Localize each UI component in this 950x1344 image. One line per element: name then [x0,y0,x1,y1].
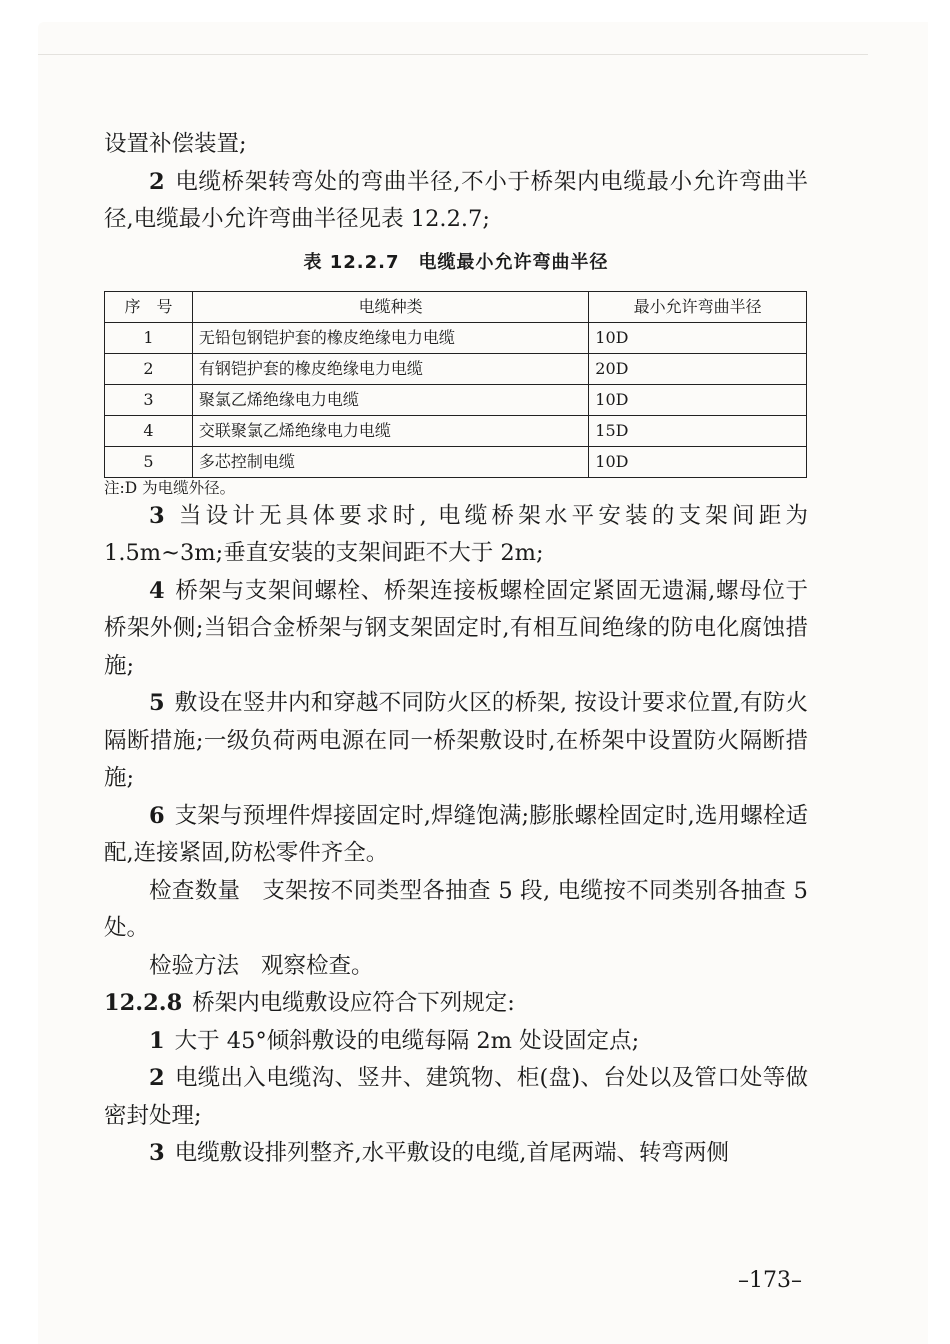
bend-radius-table [104,291,807,478]
clause-number: 5 [149,690,165,716]
inspection-quantity [104,873,808,948]
clause-text: 电缆敷设排列整齐,水平敷设的电缆,首尾两端、转弯两侧 [174,1140,729,1166]
sub-clause-1 [104,1023,808,1061]
inspection-method-label: 检验方法 [149,952,240,979]
section-number: 12.2.8 [104,990,183,1016]
clause-text: 电缆出入电缆沟、竖井、建筑物、柜(盘)、台处以及管口处等做密封处理; [104,1065,808,1129]
table-header-row [105,291,807,322]
section-text: 桥架内电缆敷设应符合下列规定: [192,990,515,1016]
cell-radius: 15D [589,415,807,446]
page-content [104,126,808,1173]
clause-number: 3 [149,1140,165,1166]
header-no: 序 号 [105,291,193,322]
inspection-method [104,948,808,986]
sub-clause-2 [104,1060,808,1135]
inspection-quantity-text: 支架按不同类型各抽查 5 段, 电缆按不同类别各抽查 5 处。 [104,877,808,941]
cell-no: 5 [105,446,193,477]
header-radius: 最小允许弯曲半径 [589,291,807,322]
table-row [105,322,807,353]
clause-2 [104,164,808,239]
clause-number: 2 [149,1065,165,1091]
clause-6 [104,798,808,873]
inspection-method-text: 观察检查。 [261,952,374,979]
table-note: 注:D 为电缆外径。 [104,478,236,497]
sub-clause-3 [104,1135,808,1173]
clause-number: 6 [149,802,165,829]
clause-number: 3 [149,502,165,529]
paragraph-text: 设置补偿装置; [104,131,247,157]
table-title: 表 12.2.7 电缆最小允许弯曲半径 [303,251,609,273]
clause-text: 支架与预埋件焊接固定时,焊缝饱满;膨胀螺栓固定时,选用螺栓适配,连接紧固,防松零件齐全。 [104,802,808,866]
cell-radius: 20D [589,353,807,384]
table-row [105,384,807,415]
cell-type: 无铅包钢铠护套的橡皮绝缘电力电缆 [192,322,588,353]
clause-text: 大于 45°倾斜敷设的电缆每隔 2m 处设固定点; [174,1027,640,1054]
cell-radius: 10D [589,322,807,353]
paragraph-continuation [104,126,808,164]
cell-type: 交联聚氯乙烯绝缘电力电缆 [192,415,588,446]
table-row [105,446,807,477]
inspection-quantity-label: 检查数量 [149,877,241,904]
cell-no: 1 [105,322,193,353]
cell-no: 2 [105,353,193,384]
clause-number: 1 [149,1027,165,1054]
clause-number: 4 [149,577,165,604]
cell-type: 聚氯乙烯绝缘电力电缆 [192,384,588,415]
header-type: 电缆种类 [192,291,588,322]
clause-4 [104,573,808,686]
table-row [105,415,807,446]
cell-radius: 10D [589,446,807,477]
cell-no: 3 [105,384,193,415]
cell-type: 多芯控制电缆 [192,446,588,477]
clause-text: 敷设在竖井内和穿越不同防火区的桥架, 按设计要求位置,有防火隔断措施;一级负荷两电源在同一桥架敷设时,在桥架中设置防火隔断措施; [104,690,808,791]
clause-text: 桥架与支架间螺栓、桥架连接板螺栓固定紧固无遗漏,螺母位于桥架外侧;当铝合金桥架与钢支架固定时,有相互间绝缘的防电化腐蚀措施; [104,577,808,679]
clause-text: 当设计无具体要求时, 电缆桥架水平安装的支架间距为1.5m~3m;垂直安装的支架间距不大于 2m; [104,502,808,566]
clause-number: 2 [149,168,165,195]
cell-no: 4 [105,415,193,446]
clause-text: 电缆桥架转弯处的弯曲半径,不小于桥架内电缆最小允许弯曲半径,电缆最小允许弯曲半径见表 12.2.7; [104,168,808,232]
clause-3 [104,498,808,573]
page-number: –173– [738,1268,802,1293]
cell-radius: 10D [589,384,807,415]
cell-type: 有钢铠护套的橡皮绝缘电力电缆 [192,353,588,384]
table-row [105,353,807,384]
section-heading [104,985,808,1023]
clause-5 [104,685,808,798]
